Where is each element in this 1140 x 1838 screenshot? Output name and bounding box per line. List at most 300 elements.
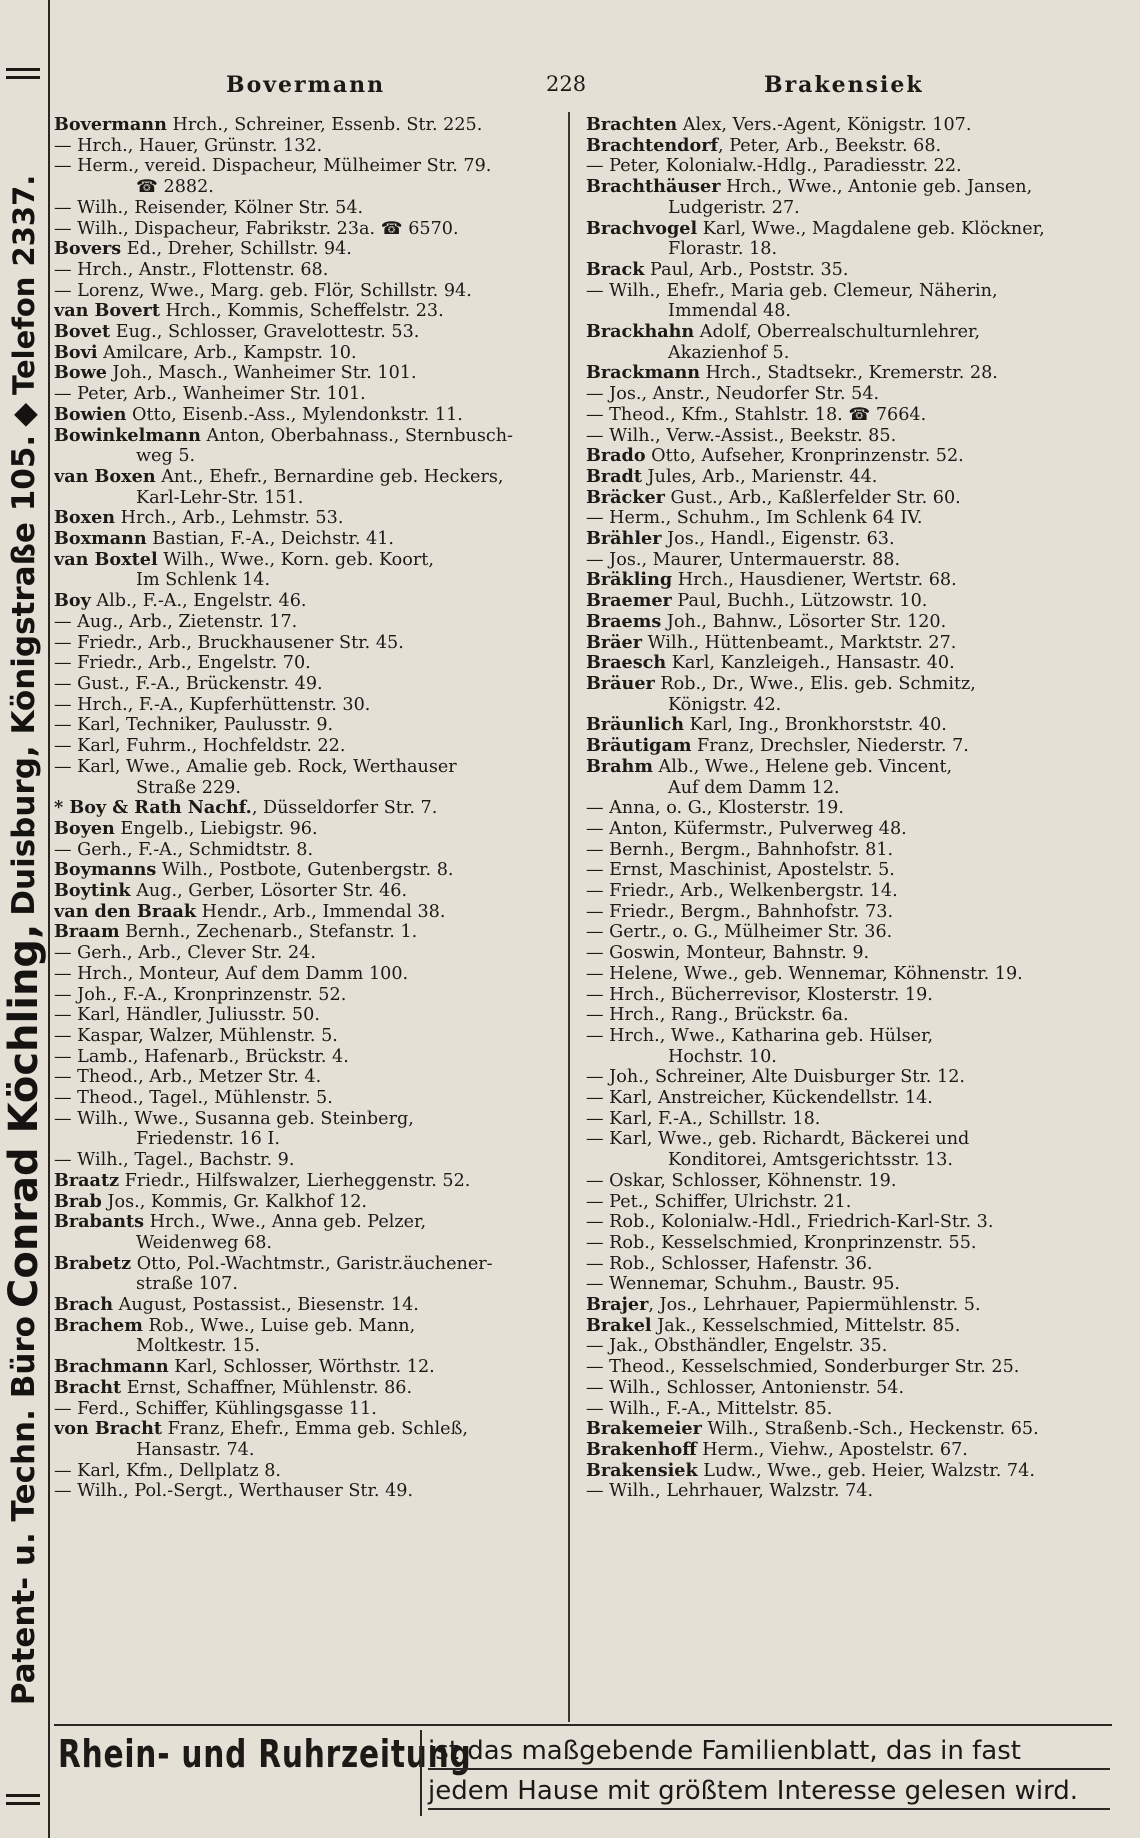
directory-entry — [586, 1150, 1120, 1171]
directory-entry — [586, 1274, 1120, 1295]
entry-surname: Boxen — [54, 508, 116, 529]
directory-entry — [54, 1171, 560, 1192]
entry-details: Engelb., Liebigstr. 96. — [114, 818, 318, 839]
directory-entry — [54, 1192, 560, 1213]
entry-details: Auf dem Damm 12. — [668, 777, 840, 798]
directory-entry — [586, 1212, 1120, 1233]
diamond-icon: ◆ — [6, 402, 42, 427]
page-header — [50, 72, 1110, 112]
entry-details: — Kaspar, Walzer, Mühlenstr. 5. — [54, 1025, 338, 1046]
directory-entry — [54, 322, 560, 343]
directory-entry — [54, 1233, 560, 1254]
directory-entry — [586, 736, 1120, 757]
directory-entry — [54, 798, 560, 819]
directory-entry — [54, 695, 560, 716]
directory-entry — [586, 570, 1120, 591]
directory-entry — [586, 384, 1120, 405]
directory-entry — [586, 1440, 1120, 1461]
entry-surname: Brakensiek — [586, 1460, 698, 1481]
entry-surname: Brackhahn — [586, 322, 695, 343]
directory-entry — [586, 1357, 1120, 1378]
directory-entry — [586, 1047, 1120, 1068]
directory-entry — [54, 1316, 560, 1337]
entry-details: — Friedr., Arb., Engelstr. 70. — [54, 653, 311, 674]
entry-surname: Brabetz — [54, 1253, 132, 1274]
sidebar-rule — [6, 68, 40, 71]
directory-entry — [54, 550, 560, 571]
entry-details: Immendal 48. — [668, 301, 792, 322]
entry-details: Straße 229. — [136, 777, 241, 798]
entry-details: Franz, Drechsler, Niederstr. 7. — [691, 736, 969, 757]
entry-surname: Bovi — [54, 342, 98, 363]
directory-entry — [586, 840, 1120, 861]
entry-surname: Braems — [586, 611, 662, 632]
entry-details: — Gerh., F.-A., Schmidtstr. 8. — [54, 839, 314, 860]
directory-entry — [586, 426, 1120, 447]
entry-details: — Jos., Maurer, Untermauerstr. 88. — [586, 549, 901, 570]
entry-details: — Hrch., Rang., Brückstr. 6a. — [586, 1005, 849, 1026]
entry-details: — Joh., F.-A., Kronprinzenstr. 52. — [54, 984, 347, 1005]
entry-details: — Wilh., Dispacheur, Fabrikstr. 23a. ☎ 6570. — [54, 218, 459, 239]
directory-entry — [54, 1088, 560, 1109]
entry-surname: Bowien — [54, 404, 127, 425]
entry-details: Hendr., Arb., Immendal 38. — [196, 901, 446, 922]
directory-entry — [54, 1274, 560, 1295]
entry-surname: Brachem — [54, 1315, 143, 1336]
entry-details: Weidenweg 68. — [136, 1232, 272, 1253]
entry-details: — Karl, Wwe., geb. Richardt, Bäckerei und — [586, 1129, 970, 1150]
directory-entry — [54, 570, 560, 591]
right-column — [586, 115, 1120, 1502]
entry-details: — Theod., Arb., Metzer Str. 4. — [54, 1067, 322, 1088]
sidebar-rule — [6, 1794, 40, 1797]
entry-details: Hrch., Schreiner, Essenb. Str. 225. — [166, 115, 483, 135]
directory-entry — [586, 922, 1120, 943]
directory-entry — [54, 1295, 560, 1316]
entry-details: Moltkestr. 15. — [136, 1336, 261, 1357]
directory-entry — [54, 757, 560, 778]
entry-details: Ludgeristr. 27. — [668, 197, 800, 218]
entry-details: — Friedr., Bergm., Bahnhofstr. 73. — [586, 901, 894, 922]
entry-details: — Wilh., Lehrhauer, Walzstr. 74. — [586, 1481, 874, 1502]
entry-surname: Bovet — [54, 322, 111, 343]
ad-text-box — [420, 1730, 1110, 1816]
entry-details: — Karl, Anstreicher, Kückendellstr. 14. — [586, 1088, 933, 1109]
directory-entry — [54, 591, 560, 612]
entry-details: — Peter, Kolonialw.-Hdlg., Paradiesstr. 22. — [586, 156, 962, 177]
directory-entry — [54, 1212, 560, 1233]
side-advertisement — [1, 90, 47, 1790]
entry-details: — Wilh., Verw.-Assist., Beekstr. 85. — [586, 425, 897, 446]
directory-entry — [586, 985, 1120, 1006]
entry-surname: Brabants — [54, 1212, 145, 1233]
directory-entry — [586, 881, 1120, 902]
entry-details: — Jak., Obsthändler, Engelstr. 35. — [586, 1336, 888, 1357]
entry-surname: * Boy & Rath Nachf. — [54, 798, 252, 819]
entry-details: Alb., Wwe., Helene geb. Vincent, — [652, 756, 953, 777]
entry-details: Gust., Arb., Kaßlerfelder Str. 60. — [664, 487, 961, 508]
directory-entry — [586, 1378, 1120, 1399]
entry-details: — Gertr., o. G., Mülheimer Str. 36. — [586, 922, 893, 943]
entry-surname: Boxmann — [54, 529, 147, 550]
entry-details: August, Postassist., Biesenstr. 14. — [113, 1295, 419, 1316]
entry-surname: Brajer — [586, 1295, 649, 1316]
entry-surname: Brakenhoff — [586, 1440, 697, 1460]
directory-entry — [54, 922, 560, 943]
entry-details: Rob., Wwe., Luise geb. Mann, — [142, 1315, 416, 1336]
directory-entry — [586, 529, 1120, 550]
entry-surname: Brachtendorf — [586, 135, 719, 156]
entry-surname: Brab — [54, 1191, 102, 1212]
directory-entry — [54, 405, 560, 426]
entry-details: — Karl, Techniker, Paulusstr. 9. — [54, 715, 334, 736]
entry-surname: Brachten — [586, 115, 678, 135]
directory-entry — [54, 674, 560, 695]
directory-entry — [54, 467, 560, 488]
entry-details: — Hrch., Hauer, Grünstr. 132. — [54, 135, 323, 156]
directory-entry — [586, 156, 1120, 177]
entry-surname: Bowe — [54, 363, 107, 384]
entry-details: straße 107. — [136, 1274, 238, 1295]
entry-details: Paul, Arb., Poststr. 35. — [644, 259, 849, 280]
entry-details: Karl-Lehr-Str. 151. — [136, 487, 304, 508]
directory-entry — [586, 653, 1120, 674]
directory-entry — [586, 1336, 1120, 1357]
entry-surname: Brado — [586, 446, 646, 467]
entry-details: Amilcare, Arb., Kampstr. 10. — [97, 342, 357, 363]
directory-entry — [586, 550, 1120, 571]
sidebar — [0, 0, 50, 1838]
directory-entry — [586, 633, 1120, 654]
entry-details: Joh., Masch., Wanheimer Str. 101. — [106, 363, 417, 384]
directory-entry — [54, 1067, 560, 1088]
directory-entry — [54, 115, 560, 136]
directory-entry — [586, 1067, 1120, 1088]
entry-details: — Hrch., Bücherrevisor, Klosterstr. 19. — [586, 984, 933, 1005]
directory-entry — [54, 281, 560, 302]
entry-details: — Wilh., Pol.-Sergt., Werthauser Str. 49. — [54, 1481, 414, 1502]
directory-entry — [586, 674, 1120, 695]
directory-entry — [54, 1129, 560, 1150]
entry-surname: Brakemeier — [586, 1419, 702, 1440]
directory-entry — [54, 943, 560, 964]
directory-entry — [54, 612, 560, 633]
side-ad-part4: Telefon 2337. — [7, 174, 41, 395]
entry-surname: Boymanns — [54, 860, 157, 881]
page-number: 228 — [546, 72, 587, 96]
entry-details: Karl, Kanzleigeh., Hansastr. 40. — [666, 653, 955, 674]
entry-details: ☎ 2882. — [136, 177, 214, 198]
directory-entry — [54, 1419, 560, 1440]
entry-details: Jos., Kommis, Gr. Kalkhof 12. — [101, 1191, 368, 1212]
entry-surname: Bovermann — [54, 115, 167, 135]
directory-entry — [586, 798, 1120, 819]
entry-details: Franz, Ehefr., Emma geb. Schleß, — [162, 1419, 468, 1440]
entry-details: — Anton, Küfermstr., Pulverweg 48. — [586, 818, 907, 839]
entry-details: Hrch., Arb., Lehmstr. 53. — [115, 508, 344, 529]
entry-details: Jos., Handl., Eigenstr. 63. — [661, 529, 895, 550]
header-left-keyword: Bovermann — [226, 72, 386, 98]
directory-entry — [586, 239, 1120, 260]
directory-entry — [586, 1005, 1120, 1026]
directory-entry — [586, 1088, 1120, 1109]
entry-details: — Ferd., Schiffer, Kühlingsgasse 11. — [54, 1398, 377, 1419]
entry-details: Hrch., Stadtsekr., Kremerstr. 28. — [700, 363, 998, 384]
side-ad-part2: Conrad Köchling, — [1, 923, 47, 1309]
entry-details: Anton, Oberbahnass., Sternbusch- — [200, 425, 513, 446]
directory-entry — [54, 1109, 560, 1130]
entry-details: — Rob., Kolonialw.-Hdl., Friedrich-Karl-Str. 3. — [586, 1212, 994, 1233]
side-ad-part1: Patent- u. Techn. Büro — [6, 1316, 42, 1706]
entry-details: Hochstr. 10. — [668, 1046, 777, 1067]
entry-details: Otto, Eisenb.-Ass., Mylendonkstr. 11. — [126, 404, 463, 425]
entry-details: — Karl, Händler, Juliusstr. 50. — [54, 1005, 320, 1026]
entry-surname: Bracht — [54, 1377, 122, 1398]
column-divider — [568, 112, 570, 1722]
entry-surname: Brahm — [586, 756, 653, 777]
entry-details: Bernh., Zechenarb., Stefanstr. 1. — [119, 922, 418, 943]
entry-details: Akazienhof 5. — [668, 342, 790, 363]
entry-details: Ludw., Wwe., geb. Heier, Walzstr. 74. — [697, 1460, 1035, 1481]
entry-details: — Pet., Schiffer, Ulrichstr. 21. — [586, 1191, 852, 1212]
entry-details: — Bernh., Bergm., Bahnhofstr. 81. — [586, 839, 894, 860]
directory-entry — [54, 177, 560, 198]
directory-entry — [586, 301, 1120, 322]
directory-entry — [54, 136, 560, 157]
entry-surname: Boytink — [54, 881, 131, 902]
directory-entry — [54, 446, 560, 467]
directory-entry — [586, 467, 1120, 488]
directory-entry — [586, 219, 1120, 240]
entry-details: Friedenstr. 16 I. — [136, 1129, 280, 1150]
entry-details: — Wilh., F.-A., Mittelstr. 85. — [586, 1398, 833, 1419]
entry-details: — Lorenz, Wwe., Marg. geb. Flör, Schillstr. 94. — [54, 280, 472, 301]
entry-surname: von Bracht — [54, 1419, 163, 1440]
entry-details: Eug., Schlosser, Gravelottestr. 53. — [110, 322, 420, 343]
directory-entry — [586, 1461, 1120, 1482]
directory-entry — [586, 1109, 1120, 1130]
directory-entry — [586, 1419, 1120, 1440]
entry-surname: van Boxen — [54, 466, 156, 487]
directory-entry — [586, 860, 1120, 881]
directory-entry — [54, 219, 560, 240]
entry-details: Hrch., Wwe., Antonie geb. Jansen, — [720, 177, 1033, 198]
entry-details: — Peter, Arb., Wanheimer Str. 101. — [54, 384, 366, 405]
entry-details: — Wilh., Wwe., Susanna geb. Steinberg, — [54, 1108, 414, 1129]
directory-entry — [54, 1150, 560, 1171]
entry-details: Hrch., Hausdiener, Wertstr. 68. — [672, 570, 957, 591]
entry-details: — Herm., vereid. Dispacheur, Mülheimer Str. 79. — [54, 156, 492, 177]
directory-entry — [54, 488, 560, 509]
directory-entry — [586, 943, 1120, 964]
directory-entry — [54, 778, 560, 799]
bottom-advertisement — [54, 1724, 1112, 1826]
directory-entry — [586, 715, 1120, 736]
directory-entry — [54, 653, 560, 674]
entry-details: — Wilh., Reisender, Kölner Str. 54. — [54, 197, 364, 218]
directory-entry — [586, 695, 1120, 716]
entry-details: Hansastr. 74. — [136, 1440, 255, 1460]
directory-entry — [54, 715, 560, 736]
entry-details: , Düsseldorfer Str. 7. — [251, 798, 438, 819]
entry-details: — Hrch., Monteur, Auf dem Damm 100. — [54, 963, 409, 984]
entry-surname: Brack — [586, 259, 645, 280]
entry-details: — Rob., Schlosser, Hafenstr. 36. — [586, 1253, 873, 1274]
directory-entry — [586, 177, 1120, 198]
entry-details: — Wilh., Tagel., Bachstr. 9. — [54, 1150, 295, 1171]
entry-surname: Brackmann — [586, 363, 701, 384]
directory-entry — [586, 591, 1120, 612]
entry-details: — Joh., Schreiner, Alte Duisburger Str. 12. — [586, 1067, 965, 1088]
directory-entry — [54, 736, 560, 757]
entry-details: — Karl, Fuhrm., Hochfeldstr. 22. — [54, 736, 346, 757]
ad-text-line: ist das maßgebende Familienblatt, das in fast — [428, 1734, 1110, 1770]
side-ad-part3: Duisburg, Königstraße 105. — [6, 434, 42, 916]
entry-details: — Theod., Tagel., Mühlenstr. 5. — [54, 1088, 333, 1109]
directory-entry — [54, 1399, 560, 1420]
entry-surname: Bräkling — [586, 570, 673, 591]
entry-details: weg 5. — [136, 446, 196, 467]
directory-entry — [586, 446, 1120, 467]
entry-surname: van Bovert — [54, 301, 160, 322]
entry-details: Jak., Kesselschmied, Mittelstr. 85. — [651, 1315, 961, 1336]
entry-surname: Brach — [54, 1295, 114, 1316]
directory-entry — [586, 488, 1120, 509]
sidebar-rule — [6, 76, 40, 79]
directory-entry — [54, 260, 560, 281]
directory-entry — [54, 985, 560, 1006]
entry-surname: Boyen — [54, 818, 115, 839]
entry-details: Bastian, F.-A., Deichstr. 41. — [146, 529, 395, 550]
directory-entry — [586, 198, 1120, 219]
directory-entry — [54, 1026, 560, 1047]
entry-details: Otto, Aufseher, Kronprinzenstr. 52. — [645, 446, 964, 467]
directory-entry — [54, 1336, 560, 1357]
entry-details: Ernst, Schaffner, Mühlenstr. 86. — [121, 1377, 413, 1398]
directory-entry — [54, 1481, 560, 1502]
entry-surname: Braesch — [586, 653, 667, 674]
directory-entry — [586, 322, 1120, 343]
entry-details: Jules, Arb., Marienstr. 44. — [641, 466, 878, 487]
entry-surname: Brachvogel — [586, 218, 698, 239]
directory-entry — [54, 1047, 560, 1068]
directory-entry — [54, 633, 560, 654]
entry-surname: Bowinkelmann — [54, 425, 201, 446]
entry-details: — Friedr., Arb., Bruckhausener Str. 45. — [54, 632, 404, 653]
directory-entry — [586, 1481, 1120, 1502]
entry-surname: Braam — [54, 922, 120, 943]
directory-entry — [54, 301, 560, 322]
directory-entry — [54, 156, 560, 177]
entry-surname: van den Braak — [54, 901, 197, 922]
entry-details: — Lamb., Hafenarb., Brückstr. 4. — [54, 1046, 349, 1067]
entry-details: — Hrch., Anstr., Flottenstr. 68. — [54, 259, 329, 280]
entry-details: — Oskar, Schlosser, Köhnenstr. 19. — [586, 1170, 897, 1191]
entry-details: — Gust., F.-A., Brückenstr. 49. — [54, 673, 323, 694]
entry-surname: Bräcker — [586, 487, 665, 508]
entry-details: Joh., Bahnw., Lösorter Str. 120. — [661, 611, 947, 632]
entry-details: — Hrch., Wwe., Katharina geb. Hülser, — [586, 1025, 934, 1046]
directory-entry — [586, 363, 1120, 384]
entry-surname: van Boxtel — [54, 549, 158, 570]
entry-details: Ant., Ehefr., Bernardine geb. Heckers, — [155, 466, 504, 487]
entry-details: Wilh., Hüttenbeamt., Marktstr. 27. — [642, 632, 957, 653]
directory-entry — [54, 1254, 560, 1275]
directory-entry — [586, 1254, 1120, 1275]
entry-details: Alb., F.-A., Engelstr. 46. — [90, 591, 307, 612]
entry-details: — Karl, Wwe., Amalie geb. Rock, Werthauser — [54, 756, 457, 777]
entry-details: Paul, Buchh., Lützowstr. 10. — [671, 591, 928, 612]
entry-details: — Jos., Anstr., Neudorfer Str. 54. — [586, 384, 880, 405]
entry-surname: Brachmann — [54, 1357, 169, 1378]
entry-details: — Karl, F.-A., Schillstr. 18. — [586, 1108, 821, 1129]
directory-entry — [586, 1026, 1120, 1047]
directory-entry — [586, 343, 1120, 364]
entry-surname: Braatz — [54, 1170, 120, 1191]
directory-entry — [586, 612, 1120, 633]
directory-entry — [54, 840, 560, 861]
directory-entry — [586, 281, 1120, 302]
directory-entry — [586, 778, 1120, 799]
directory-entry — [54, 363, 560, 384]
entry-details: Herm., Viehw., Apostelstr. 67. — [696, 1440, 968, 1460]
entry-details: — Anna, o. G., Klosterstr. 19. — [586, 798, 844, 819]
directory-entry — [54, 881, 560, 902]
entry-details: Ed., Dreher, Schillstr. 94. — [121, 239, 352, 260]
entry-details: Wilh., Straßenb.-Sch., Heckenstr. 65. — [701, 1419, 1039, 1440]
directory-entry — [54, 343, 560, 364]
entry-details: — Hrch., F.-A., Kupferhüttenstr. 30. — [54, 694, 371, 715]
directory-entry — [54, 1357, 560, 1378]
directory-entry — [586, 1295, 1120, 1316]
entry-details: Hrch., Kommis, Scheffelstr. 23. — [159, 301, 444, 322]
entry-details: — Helene, Wwe., geb. Wennemar, Köhnenstr. 19. — [586, 963, 1023, 984]
directory-entry — [54, 902, 560, 923]
entry-surname: Bräunlich — [586, 715, 684, 736]
entry-details: Königstr. 42. — [668, 694, 782, 715]
entry-details: — Friedr., Arb., Welkenbergstr. 14. — [586, 881, 898, 902]
entry-details: — Aug., Arb., Zietenstr. 17. — [54, 611, 298, 632]
directory-entry — [54, 529, 560, 550]
entry-details: Alex, Vers.-Agent, Königstr. 107. — [677, 115, 972, 135]
entry-details: Karl, Schlosser, Wörthstr. 12. — [168, 1357, 435, 1378]
directory-entry — [54, 239, 560, 260]
entry-surname: Bräer — [586, 632, 643, 653]
directory-entry — [54, 198, 560, 219]
entry-details: , Jos., Lehrhauer, Papiermühlenstr. 5. — [648, 1295, 981, 1316]
directory-entry — [54, 860, 560, 881]
entry-details: — Theod., Kfm., Stahlstr. 18. ☎ 7664. — [586, 404, 927, 425]
directory-entry — [586, 1316, 1120, 1337]
entry-details: — Goswin, Monteur, Bahnstr. 9. — [586, 943, 870, 964]
directory-entry — [54, 384, 560, 405]
entry-details: Wilh., Postbote, Gutenbergstr. 8. — [156, 860, 454, 881]
entry-surname: Braemer — [586, 591, 672, 612]
entry-details: — Ernst, Maschinist, Apostelstr. 5. — [586, 860, 895, 881]
entry-details: Florastr. 18. — [668, 239, 778, 260]
entry-details: — Wennemar, Schuhm., Baustr. 95. — [586, 1274, 901, 1295]
directory-entry — [586, 819, 1120, 840]
entry-surname: Boy — [54, 591, 91, 612]
entry-details: — Theod., Kesselschmied, Sonderburger Str. 25. — [586, 1357, 1020, 1378]
entry-surname: Brakel — [586, 1315, 652, 1336]
entry-details: Hrch., Wwe., Anna geb. Pelzer, — [144, 1212, 427, 1233]
directory-entry — [586, 1192, 1120, 1213]
directory-entry — [586, 757, 1120, 778]
entry-details: — Wilh., Schlosser, Antonienstr. 54. — [586, 1377, 905, 1398]
directory-entry — [54, 819, 560, 840]
entry-details: — Herm., Schuhm., Im Schlenk 64 IV. — [586, 508, 923, 529]
